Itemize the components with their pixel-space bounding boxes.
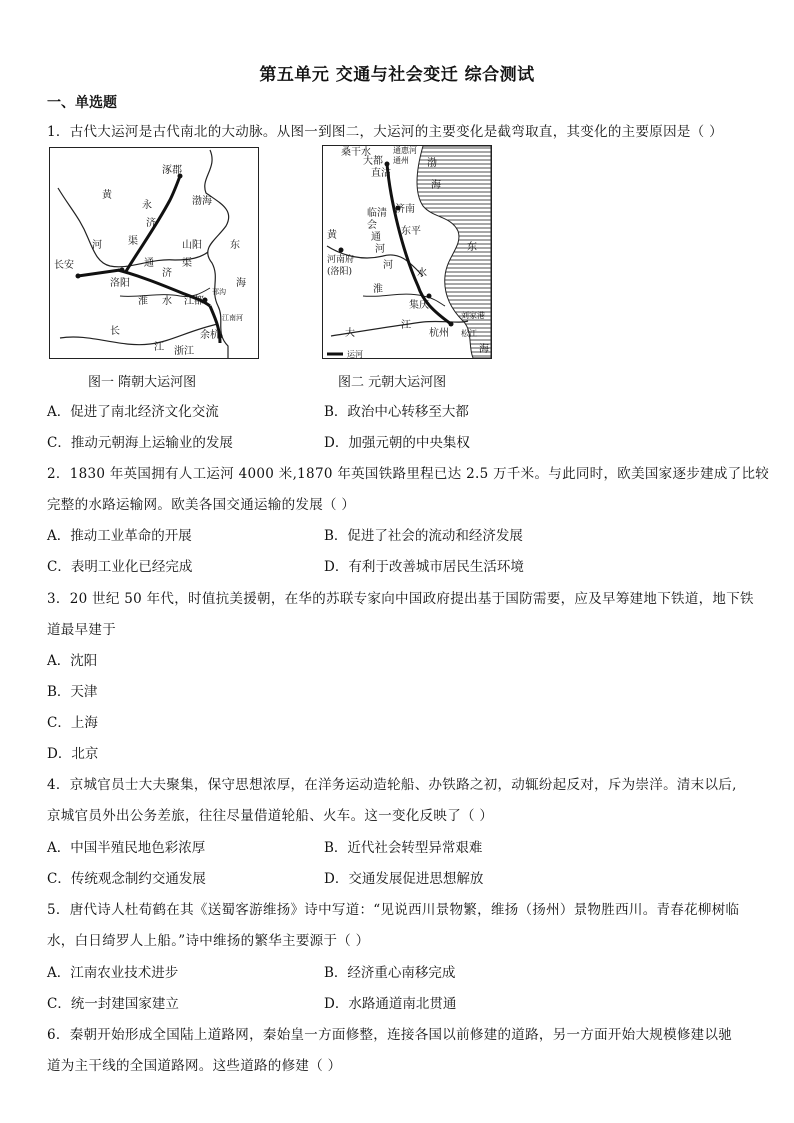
svg-text:松江: 松江 [461,329,477,338]
svg-text:江: 江 [401,320,411,331]
svg-text:河南府: 河南府 [327,255,355,265]
svg-text:水: 水 [162,296,172,307]
svg-text:通惠河: 通惠河 [393,146,417,155]
svg-text:河: 河 [383,260,393,271]
svg-text:集庆: 集庆 [409,300,429,311]
svg-text:淮: 淮 [373,284,383,295]
question-4-option-c: C．传统观念制约交通发展 [47,871,206,887]
svg-text:渤: 渤 [427,158,437,169]
svg-text:浙江: 浙江 [174,346,194,357]
svg-text:杭州: 杭州 [429,328,449,339]
svg-text:长: 长 [110,326,120,337]
question-4-option-a: A．中国半殖民地色彩浓厚 [47,840,206,856]
svg-text:通州: 通州 [393,156,409,165]
svg-text:济南: 济南 [395,204,415,215]
svg-text:直沽: 直沽 [371,168,391,179]
svg-text:临清: 临清 [367,208,387,219]
question-4-line-2: 京城官员外出公务差旅，往往尽量借道轮船、火车。这一变化反映了（ ） [47,808,494,824]
svg-text:东平: 东平 [401,226,421,237]
svg-text:江南河: 江南河 [222,314,243,322]
map-1-drawing [50,148,258,358]
question-2-option-b: B．促进了社会的流动和经济发展 [324,528,523,544]
svg-text:涿郡: 涿郡 [162,165,182,176]
map-2-drawing [323,146,491,358]
svg-text:余杭: 余杭 [200,330,220,341]
question-4-option-b: B．近代社会转型异常艰难 [324,840,483,856]
svg-text:黄: 黄 [327,230,337,241]
question-2-line-1: 2．1830 年英国拥有人工运河 4000 米,1870 年英国铁路里程已达 2.5 万千米。与此同时，欧美国家逐步建成了比较 [47,466,770,482]
svg-text:运河: 运河 [347,350,363,358]
question-1-option-c: C．推动元朝海上运输业的发展 [47,435,233,451]
svg-text:黄: 黄 [102,190,112,201]
svg-text:大: 大 [345,328,355,339]
svg-text:通: 通 [144,258,154,269]
svg-text:(洛阳): (洛阳) [327,267,353,277]
svg-text:江: 江 [154,342,164,353]
question-3-option-d: D．北京 [47,746,99,762]
question-3-line-1: 3．20 世纪 50 年代，时值抗美援朝，在华的苏联专家向中国政府提出基于国防需要，应及早筹建地下铁道，地下铁 [47,591,754,607]
question-1-text: 1．古代大运河是古代南北的大动脉。从图一到图二，大运河的主要变化是截弯取直，其变化的主要原因是（ ） [47,124,723,140]
question-1-option-a: A．促进了南北经济文化交流 [47,404,219,420]
svg-text:河: 河 [375,244,385,255]
svg-text:济: 济 [162,268,172,279]
svg-text:水: 水 [417,268,427,279]
map-2-caption: 图二 元朝大运河图 [338,375,447,390]
question-2-option-a: A．推动工业革命的开展 [47,528,192,544]
svg-text:河: 河 [92,240,102,251]
svg-text:渤海: 渤海 [192,196,212,207]
svg-text:洛阳: 洛阳 [110,278,130,289]
svg-text:海: 海 [479,344,489,355]
question-6-line-2: 道为主干线的全国道路网。这些道路的修建（ ） [47,1058,342,1074]
svg-text:大都: 大都 [363,156,383,167]
question-1-option-b: B．政治中心转移至大都 [324,404,469,420]
map-yuan-grand-canal [322,145,492,359]
question-3-option-b: B．天津 [47,684,98,700]
question-6-line-1: 6．秦朝开始形成全国陆上道路网，秦始皇一方面修整，连接各国以前修建的道路，另一方面开始大规模修建以驰 [47,1027,733,1043]
svg-text:刘家港: 刘家港 [461,311,485,320]
question-5-option-a: A．江南农业技术进步 [47,965,179,981]
question-2-option-c: C．表明工业化已经完成 [47,559,193,575]
question-4-line-1: 4．京城官员士大夫聚集，保守思想浓厚，在洋务运动造轮船、办铁路之初，动辄纷起反对，斥为崇洋。清末以后, [47,777,737,793]
page-title: 第五单元 交通与社会变迁 综合测试 [259,65,535,85]
svg-text:长安: 长安 [54,260,74,271]
question-3-line-2: 道最早建于 [47,622,116,638]
svg-text:通: 通 [371,232,381,243]
svg-text:东: 东 [467,242,477,253]
svg-text:会: 会 [367,220,377,231]
question-3-option-c: C．上海 [47,715,98,731]
question-5-line-2: 水，白日绮罗人上船。”诗中维扬的繁华主要源于（ ） [47,933,370,949]
svg-text:邗沟: 邗沟 [212,288,226,296]
question-5-option-d: D．水路通道南北贯通 [324,996,457,1012]
svg-text:山阳: 山阳 [182,240,202,251]
svg-text:海: 海 [431,180,441,191]
svg-text:渠: 渠 [128,236,138,247]
svg-text:渠: 渠 [182,258,192,269]
map-1-caption: 图一 隋朝大运河图 [88,375,197,390]
question-5-option-c: C．统一封建国家建立 [47,996,179,1012]
map-sui-grand-canal [49,147,259,359]
svg-text:淮: 淮 [138,296,148,307]
svg-text:海: 海 [236,278,246,289]
question-5-option-b: B．经济重心南移完成 [324,965,456,981]
question-2-option-d: D．有利于改善城市居民生活环境 [324,559,524,575]
svg-text:永: 永 [142,200,152,211]
svg-text:桑干水: 桑干水 [341,147,371,158]
svg-text:东: 东 [230,240,240,251]
question-3-option-a: A．沈阳 [47,653,98,669]
question-1-option-d: D．加强元朝的中央集权 [324,435,470,451]
question-4-option-d: D．交通发展促进思想解放 [324,871,484,887]
section-heading: 一、单选题 [47,95,117,111]
question-5-line-1: 5．唐代诗人杜荀鹤在其《送蜀客游维扬》诗中写道：“见说西川景物繁，维扬（扬州）景物胜西川。青春花柳树临 [47,902,740,918]
svg-text:江都: 江都 [184,296,204,307]
question-2-line-2: 完整的水路运输网。欧美各国交通运输的发展（ ） [47,497,356,513]
svg-text:济: 济 [146,218,156,229]
